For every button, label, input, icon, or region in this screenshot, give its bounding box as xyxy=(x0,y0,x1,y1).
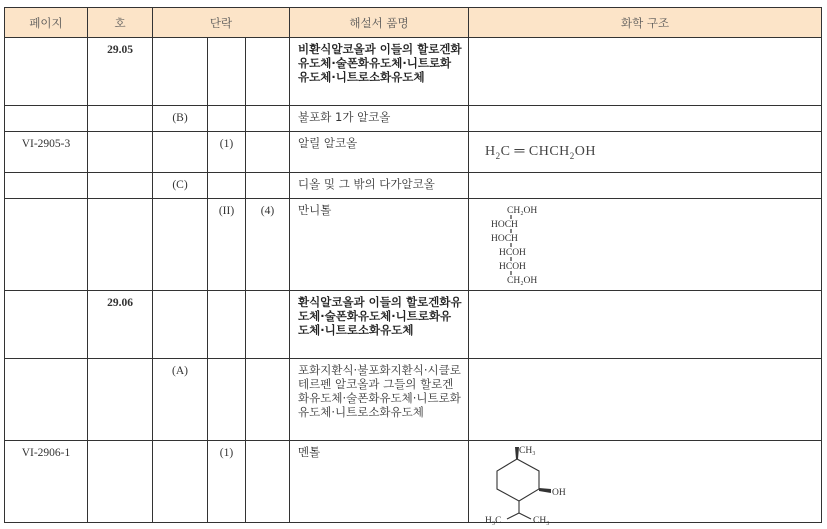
table-row xyxy=(5,132,822,173)
svg-text:OH: OH xyxy=(552,488,566,498)
menthol-structure-icon xyxy=(479,445,579,525)
cell-para-2 xyxy=(208,38,246,106)
cell-heading: 29.05 xyxy=(88,38,153,106)
cell-para-1 xyxy=(153,199,208,291)
cell-page xyxy=(5,291,88,359)
cell-para-2 xyxy=(208,291,246,359)
table-row xyxy=(5,106,822,132)
svg-text:HCOH: HCOH xyxy=(499,248,526,258)
svg-text:HCOH: HCOH xyxy=(499,262,526,272)
cell-heading xyxy=(88,132,153,173)
cell-structure xyxy=(469,291,822,359)
cell-para-3 xyxy=(246,106,290,132)
cell-heading xyxy=(88,441,153,523)
cell-para-1 xyxy=(153,38,208,106)
svg-text:HOCH: HOCH xyxy=(491,234,518,244)
header-name: 해설서 품명 xyxy=(290,8,469,38)
cell-page xyxy=(5,173,88,199)
allyl-alcohol-formula: $H_2C$ ═ $CHCH_2OH$ xyxy=(485,144,597,161)
cell-page xyxy=(5,38,88,106)
cell-heading xyxy=(88,359,153,441)
cell-para-2: (1) xyxy=(208,441,246,523)
cell-heading xyxy=(88,173,153,199)
table-row xyxy=(5,199,822,291)
svg-text:CH₃: CH₃ xyxy=(519,446,536,456)
cell-name: 환식알코올과 이들의 할로겐화유도체·술폰화유도체·니트로화유도체·니트로소화유도체 xyxy=(290,291,469,359)
header-heading: 호 xyxy=(88,8,153,38)
cell-para-1 xyxy=(153,132,208,173)
cell-para-1 xyxy=(153,291,208,359)
svg-text:CH₂OH: CH₂OH xyxy=(507,206,538,216)
header-page: 페이지 xyxy=(5,8,88,38)
cell-heading xyxy=(88,199,153,291)
cell-para-3 xyxy=(246,38,290,106)
table-row xyxy=(5,173,822,199)
cell-para-3 xyxy=(246,173,290,199)
table-row xyxy=(5,359,822,441)
cell-heading: 29.06 xyxy=(88,291,153,359)
cell-structure xyxy=(469,199,822,291)
header-paragraph: 단락 xyxy=(153,8,290,38)
cell-structure xyxy=(469,38,822,106)
table-row xyxy=(5,291,822,359)
tariff-explanation-table xyxy=(4,7,822,523)
mannitol-structure-icon xyxy=(477,201,567,289)
cell-para-1: (A) xyxy=(153,359,208,441)
cell-structure xyxy=(469,173,822,199)
svg-text:CH₃: CH₃ xyxy=(533,516,550,525)
svg-text:CH₂OH: CH₂OH xyxy=(507,276,538,286)
table-row xyxy=(5,38,822,106)
header-row xyxy=(5,8,822,38)
cell-para-3 xyxy=(246,359,290,441)
cell-para-1: (B) xyxy=(153,106,208,132)
cell-structure xyxy=(469,441,822,523)
cell-para-2: (1) xyxy=(208,132,246,173)
cell-para-1 xyxy=(153,441,208,523)
cell-name: 비환식알코올과 이들의 할로겐화유도체·술폰화유도체·니트로화유도체·니트로소화유도체 xyxy=(290,38,469,106)
cell-heading xyxy=(88,106,153,132)
cell-para-2: (II) xyxy=(208,199,246,291)
cell-page xyxy=(5,106,88,132)
cell-para-2 xyxy=(208,359,246,441)
header-structure: 화학 구조 xyxy=(469,8,822,38)
cell-page: VI-2906-1 xyxy=(5,441,88,523)
cell-name: 알릴 알코올 xyxy=(290,132,469,173)
cell-page: VI-2905-3 xyxy=(5,132,88,173)
table-row xyxy=(5,441,822,523)
cell-para-3: (4) xyxy=(246,199,290,291)
cell-para-1: (C) xyxy=(153,173,208,199)
cell-para-3 xyxy=(246,291,290,359)
cell-name: 멘톨 xyxy=(290,441,469,523)
svg-text:H₃C: H₃C xyxy=(485,516,502,525)
cell-para-3 xyxy=(246,441,290,523)
cell-structure xyxy=(469,106,822,132)
cell-page xyxy=(5,359,88,441)
cell-para-3 xyxy=(246,132,290,173)
cell-structure xyxy=(469,359,822,441)
cell-name: 만니톨 xyxy=(290,199,469,291)
cell-name: 불포화 1가 알코올 xyxy=(290,106,469,132)
svg-text:HOCH: HOCH xyxy=(491,220,518,230)
cell-para-2 xyxy=(208,173,246,199)
cell-name: 디올 및 그 밖의 다가알코올 xyxy=(290,173,469,199)
cell-name: 포화지환식·불포화지환식·시클로테르펜 알코올과 그들의 할로겐화유도체·술폰화유도체·니트로화유도체·니트로소화유도체 xyxy=(290,359,469,441)
cell-para-2 xyxy=(208,106,246,132)
cell-page xyxy=(5,199,88,291)
cell-structure xyxy=(469,132,822,173)
